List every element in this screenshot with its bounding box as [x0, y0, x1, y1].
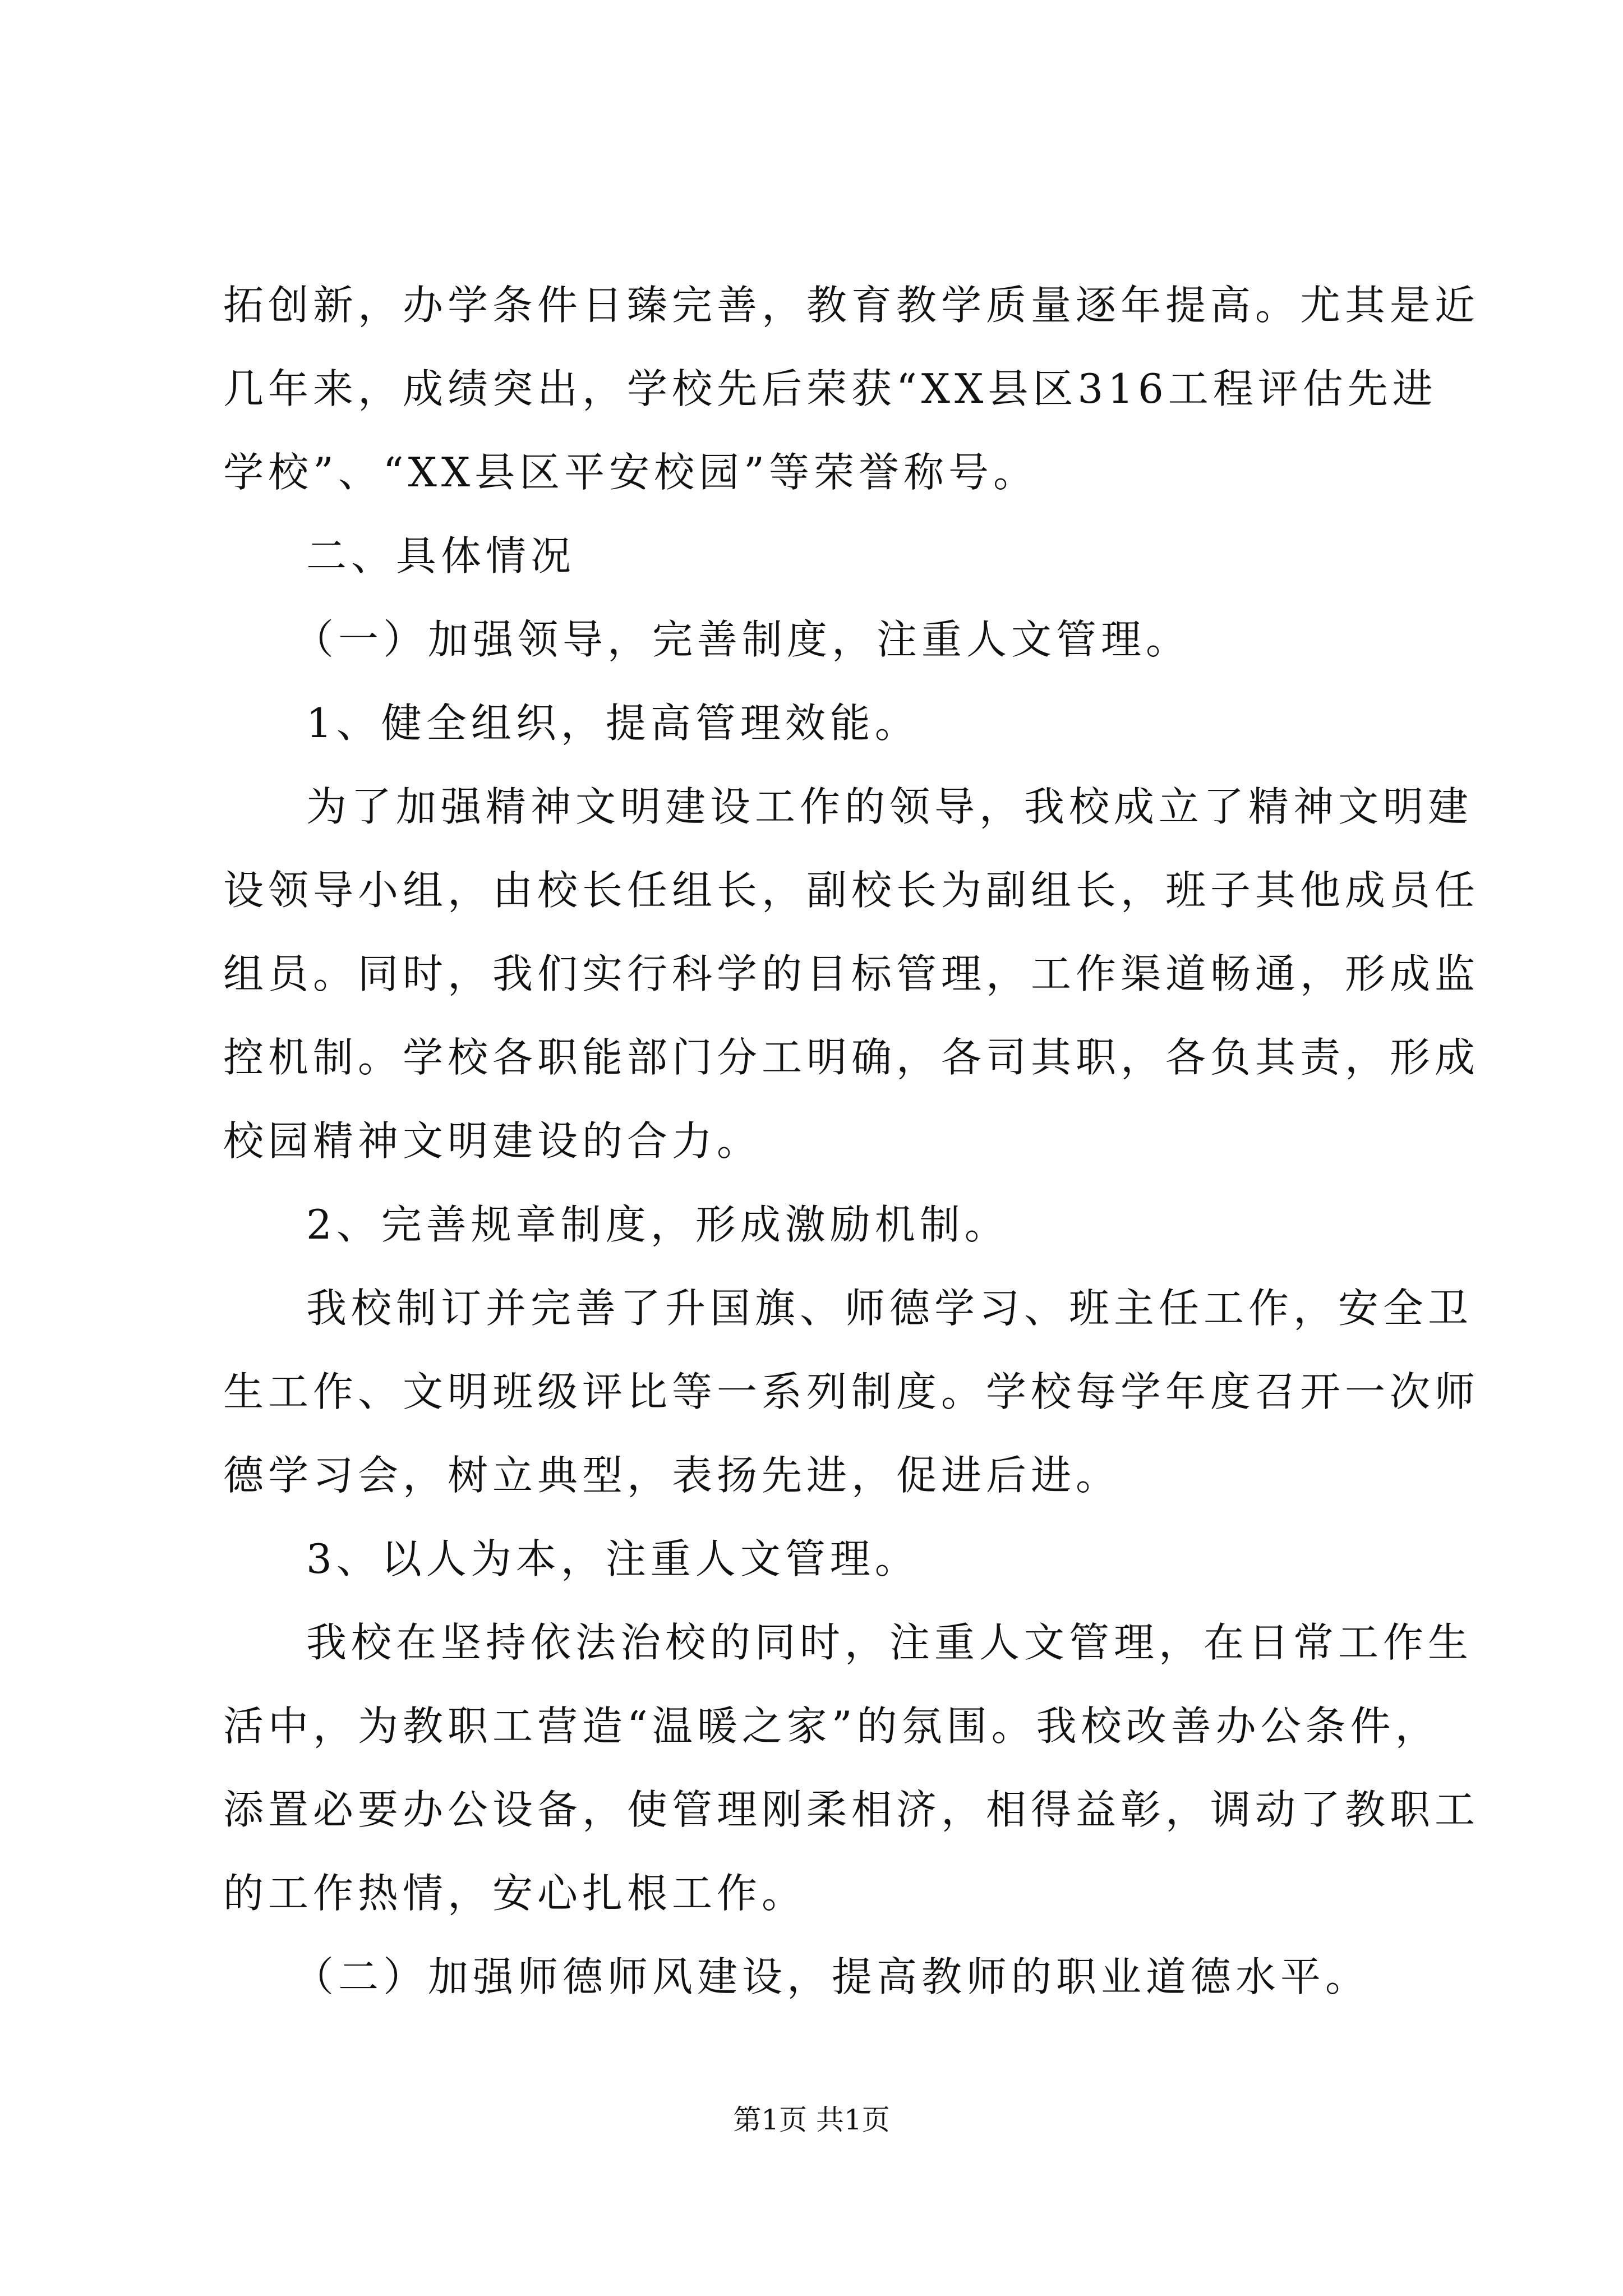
text-line: 活中，为教职工营造“温暖之家”的氛围。我校改善办公条件，	[223, 1703, 1440, 1750]
text-line: 为了加强精神文明建设工作的领导，我校成立了精神文明建	[306, 783, 1473, 830]
text-line: 设领导小组，由校长任组长，副校长为副组长，班子其他成员任	[223, 867, 1480, 914]
item-heading: 3、以人为本，注重人文管理。	[306, 1535, 920, 1582]
text-line: 的工作热情，安心扎根工作。	[223, 1870, 807, 1917]
text-line: 我校制订并完善了升国旗、师德学习、班主任工作，安全卫	[306, 1285, 1473, 1332]
text-line: 我校在坚持依法治校的同时，注重人文管理，在日常工作生	[306, 1619, 1473, 1666]
subsection-heading: （二）加强师德师风建设，提高教师的职业道德水平。	[293, 1953, 1371, 2000]
section-heading: 二、具体情况	[306, 532, 576, 579]
text-line: 德学习会，树立典型，表扬先进，促进后进。	[223, 1452, 1121, 1499]
text-line: 拓创新，办学条件日臻完善，教育教学质量逐年提高。尤其是近	[223, 282, 1480, 329]
text-line: 控机制。学校各职能部门分工明确，各司其职，各负其责，形成	[223, 1034, 1480, 1081]
document-body	[223, 264, 1480, 2019]
item-heading: 1、健全组织，提高管理效能。	[306, 700, 920, 747]
text-line: 校园精神文明建设的合力。	[223, 1117, 762, 1165]
text-line: 生工作、文明班级评比等一系列制度。学校每学年度召开一次师	[223, 1368, 1480, 1415]
text-line: 组员。同时，我们实行科学的目标管理，工作渠道畅通，形成监	[223, 950, 1480, 997]
page-footer: 第1页 共1页	[733, 2104, 890, 2136]
subsection-heading: （一）加强领导，完善制度，注重人文管理。	[293, 616, 1191, 663]
text-line: 添置必要办公设备，使管理刚柔相济，相得益彰，调动了教职工	[223, 1786, 1480, 1833]
item-heading: 2、完善规章制度，形成激励机制。	[306, 1201, 1009, 1248]
text-line: 学校”、“XX县区平安校园”等荣誉称号。	[223, 449, 1038, 496]
text-line: 几年来，成绩突出，学校先后荣获“XX县区316工程评估先进	[223, 365, 1437, 412]
